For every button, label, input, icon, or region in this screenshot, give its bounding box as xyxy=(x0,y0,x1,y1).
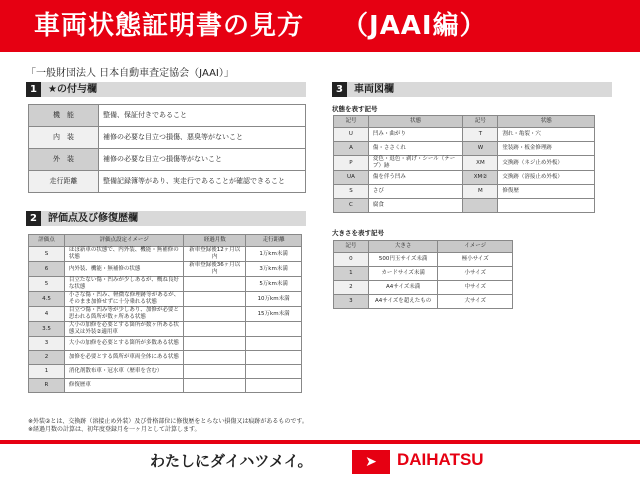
table-cell: さび xyxy=(368,185,463,199)
table-row xyxy=(29,262,302,277)
table-row xyxy=(29,351,302,365)
column-header: イメージ xyxy=(438,241,513,253)
column-header: 大きさ xyxy=(368,241,438,253)
table-cell: 500円玉サイズ未満 xyxy=(368,253,438,267)
table-cell: 10万km未満 xyxy=(246,292,302,307)
table-row xyxy=(29,171,306,193)
table-row xyxy=(29,365,302,379)
table-cell xyxy=(184,365,246,379)
table-cell: M xyxy=(463,185,498,199)
table-row xyxy=(29,127,306,149)
table-row xyxy=(29,379,302,393)
table-cell xyxy=(184,379,246,393)
table-cell: 腐食 xyxy=(368,199,463,213)
table-cell: C xyxy=(334,199,369,213)
table-cell: A4サイズを超えたもの xyxy=(368,295,438,309)
column-header: 走行距離 xyxy=(246,235,302,247)
table-cell: U xyxy=(334,128,369,142)
table-cell: S xyxy=(334,185,369,199)
table-cell xyxy=(246,337,302,351)
daihatsu-mark-icon: ➤ xyxy=(352,450,390,474)
table-cell: 傷を伴う凹み xyxy=(368,171,463,185)
row-key: 機 能 xyxy=(29,105,99,127)
table-row xyxy=(334,281,513,295)
table-row xyxy=(334,295,513,309)
table-cell: 4.5 xyxy=(29,292,65,307)
row-value: 補修の必要な目立つ損傷等がないこと xyxy=(99,149,306,171)
table-cell xyxy=(184,292,246,307)
table-cell: 小サイズ xyxy=(438,267,513,281)
table-cell xyxy=(463,199,498,213)
star-table xyxy=(28,104,306,193)
table-cell xyxy=(184,351,246,365)
table-cell: R xyxy=(29,379,65,393)
section-title: ★の付与欄 xyxy=(48,84,97,95)
table-cell: T xyxy=(463,128,498,142)
column-header: 経過月数 xyxy=(184,235,246,247)
table-cell: 0 xyxy=(334,253,369,267)
grade-table xyxy=(28,234,302,393)
table-row xyxy=(334,267,513,281)
state-label: 状態を表す記号 xyxy=(332,105,378,113)
table-row xyxy=(334,253,513,267)
table-cell: 大サイズ xyxy=(438,295,513,309)
table-cell: 3 xyxy=(334,295,369,309)
table-cell: 変色・退色・剥げ・シール（テープ）跡 xyxy=(368,156,463,171)
table-row xyxy=(29,322,302,337)
title-text: 車両状態証明書の見方 xyxy=(34,11,305,41)
table-cell xyxy=(498,199,595,213)
table-cell: XM② xyxy=(463,171,498,185)
table-row xyxy=(29,247,302,262)
section-title: 評価点及び修復歴欄 xyxy=(48,213,138,224)
table-cell xyxy=(184,322,246,337)
table-cell: 3万km未満 xyxy=(246,262,302,277)
table-row xyxy=(29,105,306,127)
section-title: 車両図欄 xyxy=(354,84,394,95)
table-cell xyxy=(246,379,302,393)
row-value: 補修の必要な目立つ損傷、悪臭等がないこと xyxy=(99,127,306,149)
section3-header xyxy=(332,82,612,97)
table-cell: 割れ・亀裂・穴 xyxy=(498,128,595,142)
column-header: 評価点 xyxy=(29,235,65,247)
table-cell: 塗装跡・板金修理跡 xyxy=(498,142,595,156)
section-number: 3 xyxy=(332,82,347,97)
table-cell xyxy=(184,337,246,351)
row-key: 内 装 xyxy=(29,127,99,149)
table-cell: 6 xyxy=(29,262,65,277)
row-value: 整備記録簿等があり、実走行であることが確認できること xyxy=(99,171,306,193)
table-cell: 修復歴 xyxy=(498,185,595,199)
table-cell: 新車登録後12ヶ月以内 xyxy=(184,247,246,262)
table-cell: S xyxy=(29,247,65,262)
header-row xyxy=(334,116,595,128)
size-label: 大きさを表す記号 xyxy=(332,229,384,237)
table-row xyxy=(29,149,306,171)
table-cell: XM xyxy=(463,156,498,171)
header-row xyxy=(334,241,513,253)
table-cell xyxy=(246,322,302,337)
table-row xyxy=(29,307,302,322)
table-cell: 消化剤散布車・冠水車（歴車を含む） xyxy=(64,365,184,379)
note: ※外装②とは、交換跡（溶接止め外装）及び骨格部位に修復歴をとらない損傷又は痕跡があるものです。 xyxy=(28,418,308,425)
table-cell xyxy=(246,365,302,379)
table-cell: 1 xyxy=(29,365,65,379)
state-table xyxy=(333,115,595,213)
table-cell: 1万km未満 xyxy=(246,247,302,262)
table-row xyxy=(29,277,302,292)
row-value: 整備、保証付きであること xyxy=(99,105,306,127)
table-row xyxy=(29,337,302,351)
column-header: 記号 xyxy=(334,116,369,128)
organization: 「一般財団法人 日本自動車査定協会（JAAI）」 xyxy=(26,68,234,79)
table-cell: 5 xyxy=(29,277,65,292)
slogan-logo: わたしにダイハツメイ。 xyxy=(150,452,313,470)
column-header: 評価点設定イメージ xyxy=(64,235,184,247)
table-cell: UA xyxy=(334,171,369,185)
table-cell: 交換跡（ネジ止め外板） xyxy=(498,156,595,171)
table-cell: 極小サイズ xyxy=(438,253,513,267)
table-cell: 1 xyxy=(334,267,369,281)
table-cell: 3.5 xyxy=(29,322,65,337)
table-cell: 大小の加修を必要とする箇所が数ヶ所ある状態又は外装②適用車 xyxy=(64,322,184,337)
column-header: 状態 xyxy=(368,116,463,128)
table-cell: 加修を必要とする箇所が車両全体にある状態 xyxy=(64,351,184,365)
table-cell: 中サイズ xyxy=(438,281,513,295)
table-cell: 2 xyxy=(29,351,65,365)
column-header: 記号 xyxy=(334,241,369,253)
table-row xyxy=(334,171,595,185)
section2-header xyxy=(26,211,306,226)
table-cell xyxy=(184,307,246,322)
table-cell: 内外装、機能・無補修の状態 xyxy=(64,262,184,277)
table-row xyxy=(334,128,595,142)
size-table xyxy=(333,240,513,309)
table-cell: 凹み・曲がり xyxy=(368,128,463,142)
table-row xyxy=(29,292,302,307)
table-cell: ほぼ新車の状態で、内外装、機能・無補修の状態 xyxy=(64,247,184,262)
table-cell: 2 xyxy=(334,281,369,295)
row-key: 走行距離 xyxy=(29,171,99,193)
row-key: 外 装 xyxy=(29,149,99,171)
table-row xyxy=(334,142,595,156)
table-cell: 3 xyxy=(29,337,65,351)
table-cell: 大小の加修を必要とする箇所が多数ある状態 xyxy=(64,337,184,351)
table-cell: W xyxy=(463,142,498,156)
table-cell xyxy=(246,351,302,365)
divider xyxy=(0,440,640,444)
table-cell: 目立たない傷・凹みが少しあるが、概ね良好な状態 xyxy=(64,277,184,292)
table-cell: A xyxy=(334,142,369,156)
notes xyxy=(28,418,308,434)
table-cell: P xyxy=(334,156,369,171)
page-title xyxy=(0,0,640,52)
header-row xyxy=(29,235,302,247)
column-header: 状態 xyxy=(498,116,595,128)
table-cell: 4 xyxy=(29,307,65,322)
table-cell: 交換跡（溶接止め外板） xyxy=(498,171,595,185)
table-row xyxy=(334,185,595,199)
section-number: 2 xyxy=(26,211,41,226)
table-cell: 傷・ささくれ xyxy=(368,142,463,156)
table-cell: 15万km未満 xyxy=(246,307,302,322)
table-row xyxy=(334,156,595,171)
column-header: 記号 xyxy=(463,116,498,128)
table-cell: 小さな傷・凹み、軽微な修理跡等があるが、そのまま加修せずに十分乗れる状態 xyxy=(64,292,184,307)
note: ※経過月数の計算は、初年度登録月を一ヶ月として計算します。 xyxy=(28,426,201,433)
table-cell: カードサイズ未満 xyxy=(368,267,438,281)
table-cell: 目立つ傷・凹み等が少しあり、加修が必要と思われる箇所が数ヶ所ある状態 xyxy=(64,307,184,322)
table-cell: A4サイズ未満 xyxy=(368,281,438,295)
section-number: 1 xyxy=(26,82,41,97)
brand-logo: DAIHATSU xyxy=(397,450,484,469)
table-row xyxy=(334,199,595,213)
table-cell: 修復歴車 xyxy=(64,379,184,393)
section1-header xyxy=(26,82,306,97)
table-cell: 新車登録後36ヶ月以内 xyxy=(184,262,246,277)
title-sub: （JAAI編） xyxy=(342,11,487,41)
table-cell xyxy=(184,277,246,292)
table-cell: 5万km未満 xyxy=(246,277,302,292)
